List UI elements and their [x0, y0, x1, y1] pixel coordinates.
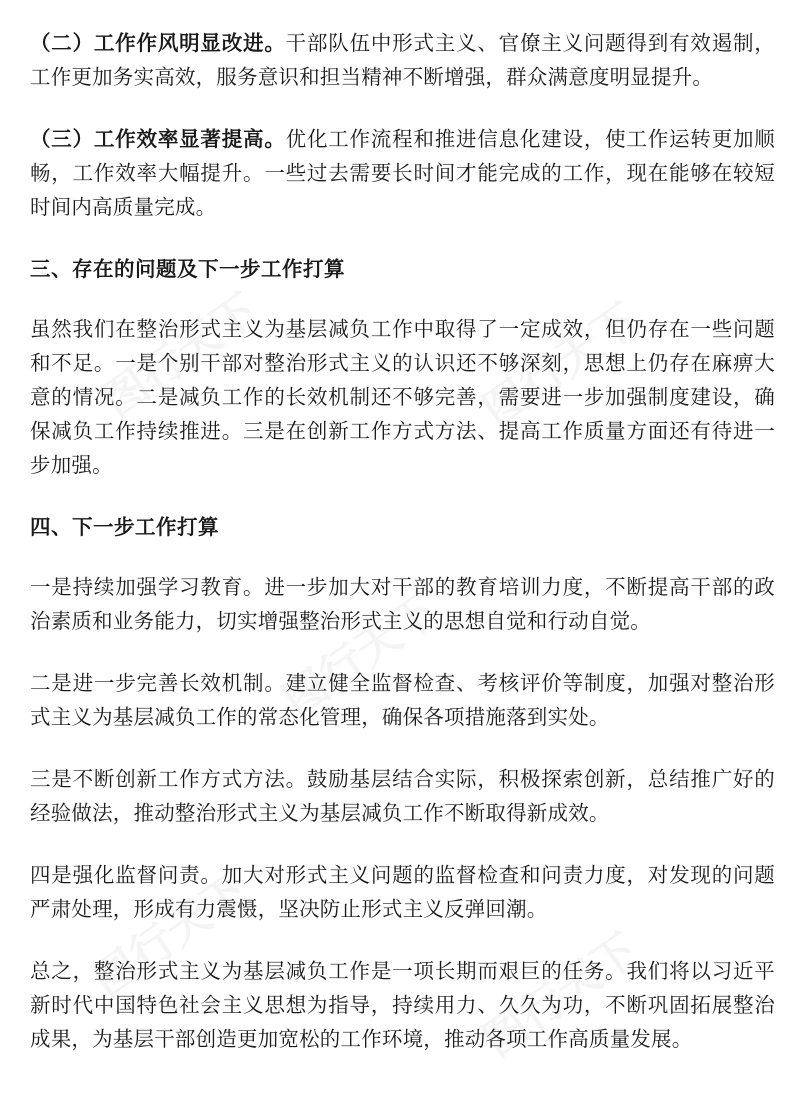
paragraph-plan-2: 二是进一步完善长效机制。建立健全监督检查、考核评价等制度，加强对整治形式主义为基层减负工作的常态化管理，确保各项措施落到实处。	[30, 671, 775, 729]
paragraph-conclusion: 总之，整治形式主义为基层减负工作是一项长期而艰巨的任务。我们将以习近平新时代中国特色社会主义思想为指导，持续用力、久久为功，不断巩固拓展整治成果，为基层干部创造更加宽松的工作环境，推动各项工作高质量发展。	[30, 959, 775, 1051]
paragraph-lead: （二）工作作风明显改进。	[30, 31, 286, 55]
paragraph-style-improved	[30, 26, 775, 94]
paragraph-problems: 虽然我们在整治形式主义为基层减负工作中取得了一定成效，但仍存在一些问题和不足。一是个别干部对整治形式主义的认识还不够深刻，思想上仍存在麻痹大意的情况。二是减负工作的长效机制还不够完善，需要进一步加强制度建设，确保减负工作持续推进。三是在创新工作方式方法、提高工作质量方面还有待进一步加强。	[30, 317, 775, 477]
heading-problems: 三、存在的问题及下一步工作打算	[30, 257, 345, 281]
paragraph-plan-1: 一是持续加强学习教育。进一步加大对干部的教育培训力度，不断提高干部的政治素质和业务能力，切实增强整治形式主义的思想自觉和行动自觉。	[30, 575, 775, 633]
paragraph-plan-4: 四是强化监督问责。加大对形式主义问题的监督检查和问责力度，对发现的问题严肃处理，形成有力震慑，坚决防止形式主义反弹回潮。	[30, 863, 775, 921]
paragraph-body: 干部队伍中形式主义、官僚主义问题得到有效遏制，工作更加务实高效，服务意识和担当精神不断增强，群众满意度明显提升。	[30, 31, 775, 89]
paragraph-body: 优化工作流程和推进信息化建设，使工作运转更加顺畅，工作效率大幅提升。一些过去需要长时间才能完成的工作，现在能够在较短时间内高质量完成。	[30, 127, 775, 219]
paragraph-efficiency-improved	[30, 122, 775, 224]
paragraph-plan-3: 三是不断创新工作方式方法。鼓励基层结合实际，积极探索创新，总结推广好的经验做法，推动整治形式主义为基层减负工作不断取得新成效。	[30, 767, 775, 825]
document-page	[30, 26, 775, 1084]
paragraph-lead: （三）工作效率显著提高。	[30, 127, 286, 151]
heading-next-steps: 四、下一步工作打算	[30, 515, 219, 539]
